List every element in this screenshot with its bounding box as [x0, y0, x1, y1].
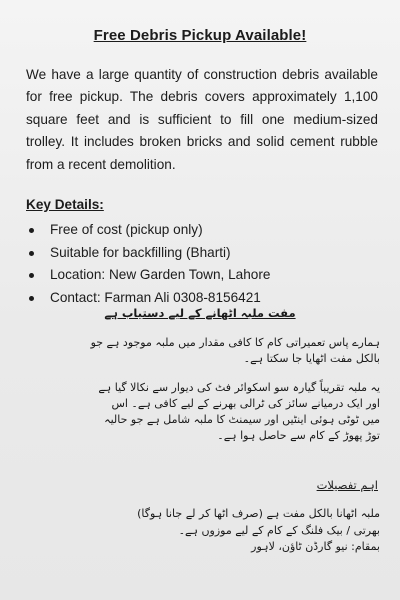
bullet-icon — [29, 273, 34, 278]
list-item — [26, 219, 378, 242]
key-details-heading: Key Details: — [26, 197, 104, 212]
urdu-line: یہ ملبہ تقریباً گیارہ سو اسکوائر فٹ کی دیوار سے نکالا گیا ہے — [98, 381, 380, 394]
detail-cost: Free of cost (pickup only) — [50, 222, 203, 237]
detail-usage: Suitable for backfilling (Bharti) — [50, 244, 231, 260]
urdu-line: میں ٹوٹی ہوئی اینٹیں اور سیمنٹ کا ملبہ شامل ہے جو حالیہ — [104, 413, 380, 426]
urdu-line: توڑ پھوڑ کے کام سے حاصل ہوا ہے۔ — [217, 429, 380, 442]
urdu-details-heading: اہم تفصیلات — [316, 478, 378, 492]
bullet-icon — [29, 228, 34, 233]
urdu-line: ہمارے پاس تعمیراتی کام کا کافی مقدار میں ملبہ موجود ہے جو — [90, 336, 380, 349]
urdu-line: بمقام: نیو گارڈن ٹاؤن، لاہور — [251, 540, 380, 553]
urdu-title: مفت ملبہ اٹھانے کے لیے دستیاب ہے — [104, 306, 296, 320]
urdu-line: اور ایک درمیانے سائز کی ٹرالی بھرنے کے لیے کافی ہے۔ اس — [111, 397, 380, 410]
bullet-icon — [29, 251, 34, 256]
key-details-list — [26, 219, 378, 309]
english-description: We have a large quantity of construction debris available for free pickup. The debris covers approximately 1,100 square feet and is sufficient to fill one medium-sized trolley. It includes broken bricks and solid cement rubble from a recent demolition. — [26, 67, 378, 172]
urdu-line: بالکل مفت اٹھایا جا سکتا ہے۔ — [243, 352, 380, 365]
urdu-details — [22, 506, 380, 556]
list-item — [26, 242, 378, 265]
urdu-line: بھرتی / بیک فلنگ کے کام کے لیے موزوں ہے۔ — [178, 523, 380, 537]
bullet-icon — [29, 296, 34, 301]
detail-contact: Contact: Farman Ali 0308-8156421 — [50, 289, 261, 305]
urdu-paragraph-2 — [22, 380, 380, 444]
urdu-paragraph-1 — [22, 335, 380, 367]
notice-title: Free Debris Pickup Available! — [93, 27, 307, 44]
urdu-line: ملبہ اٹھانا بالکل مفت ہے (صرف اٹھا کر لے جانا ہوگا) — [137, 507, 380, 520]
detail-location: Location: New Garden Town, Lahore — [50, 267, 271, 282]
list-item — [26, 264, 378, 287]
